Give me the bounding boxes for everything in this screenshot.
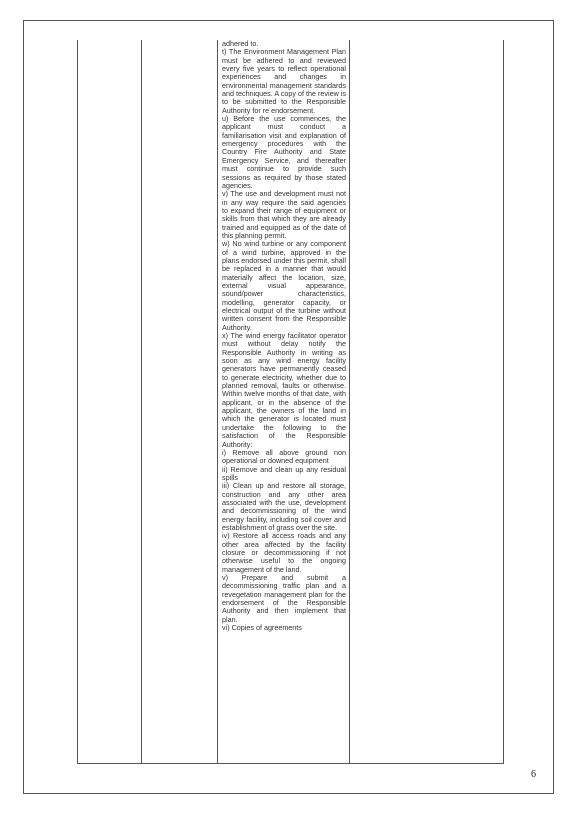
condition-v: v) The use and development must not in any way require the said agencies to expand their range of equipment or skills from that which they are already trained and equipped as of the date of this planning permit. [222,189,346,240]
sub-item-i: i) Remove all above ground non operational or downed equipment [222,447,346,466]
page-number: 6 [531,769,536,780]
sub-item-ii: ii) Remove and clean up any residual spills [222,464,346,482]
column-divider [349,40,350,763]
sub-item-v: v) Prepare and submit a decommissioning traffic plan and a revegetation management plan for the endorsement of the Responsible Authority and then implement that plan. [222,573,346,624]
sub-item-iii: iii) Clean up and restore all storage, construction and any other area associated with the use, development and decommissioning of the wind energy facility, including soil cover and establishment of grass over the site. [222,481,346,532]
condition-t: t) The Environment Management Plan must be adhered to and reviewed every five years to reflect operational experiences and changes in environmental management standards and techniques. A copy of the review is to be submitted to the Responsible Authority for re endorsement. [222,47,346,115]
text-line: adhered to. [222,39,259,48]
condition-x: x) The wind energy facilitator operator must without delay notify the Responsible Authority in writing as soon as any wind energy facility generators have permanently ceased to generate electricity, whether due to planned removal, faults or otherwise. Within twelve months of that date, with applicant, or in the absence of the applicant, the owners of the land in which the generator is located must undertake the following to the satisfaction of the Responsible Authority: [222,331,346,449]
conditions-table [77,40,504,764]
sub-item-iv: iv) Restore all access roads and any other area affected by the facility closure or decommissioning if not otherwise useful to the ongoing management of the land. [222,531,346,574]
condition-w: w) No wind turbine or any component of a wind turbine, approved in the plans endorsed under this permit, shall be replaced in a manner that would materially affect the location, size, external visual appearance, sound/power characteristics, modelling, generator capacity, or electrical output of the turbine without written consent from the Responsible Authority. [222,239,346,332]
column-divider [217,40,218,763]
condition-u: u) Before the use commences, the applicant must conduct a familiarisation visit and explanation of emergency procedures with the Country Fire Authority and State Emergency Service, and thereafter must continue to provide such sessions as required by those stated agencies. [222,114,346,190]
conditions-text-cell [222,40,346,632]
sub-item-vi: vi) Copies of agreements [222,623,302,633]
column-divider [141,40,142,763]
